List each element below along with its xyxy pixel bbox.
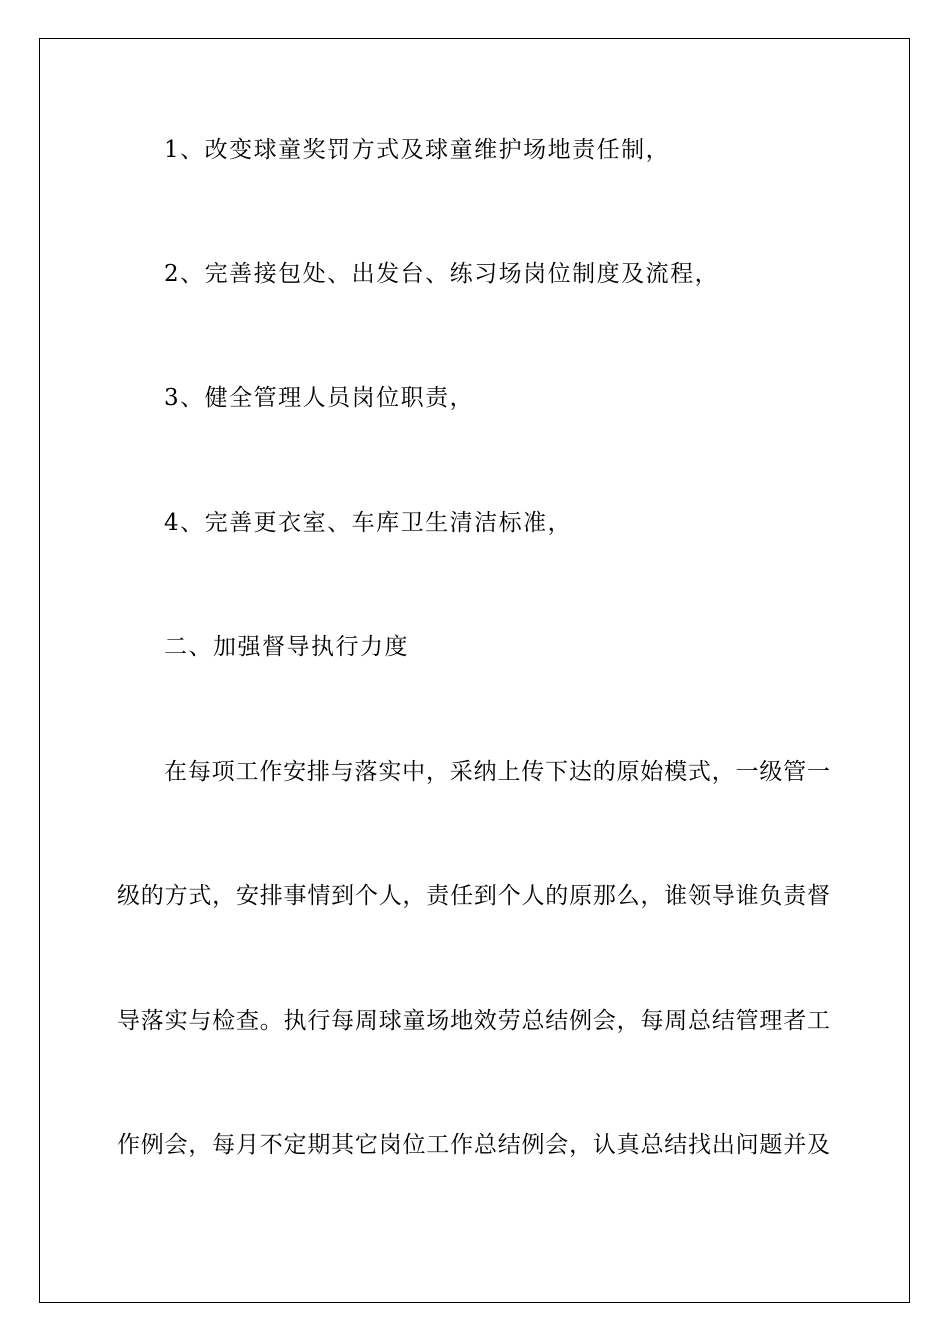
- page-frame: [39, 38, 910, 1303]
- paragraph-line-3: 导落实与检查。执行每周球童场地效劳总结例会，每周总结管理者工: [117, 1008, 830, 1034]
- list-item-1: 1、改变球童奖罚方式及球童维护场地责任制，: [164, 137, 671, 163]
- list-item-3: 3、健全管理人员岗位职责，: [164, 385, 475, 411]
- list-item-4: 4、完善更衣室、车库卫生清洁标准，: [164, 510, 573, 536]
- paragraph-line-4: 作例会，每月不定期其它岗位工作总结例会，认真总结找出问题并及: [117, 1132, 830, 1158]
- paragraph-line-1: 在每项工作安排与落实中，采纳上传下达的原始模式，一级管一: [164, 759, 830, 785]
- list-item-2: 2、完善接包处、出发台、练习场岗位制度及流程，: [164, 261, 720, 287]
- section-heading: 二、加强督导执行力度: [164, 634, 409, 660]
- paragraph-line-2: 级的方式，安排事情到个人，责任到个人的原那么，谁领导谁负责督: [117, 883, 830, 909]
